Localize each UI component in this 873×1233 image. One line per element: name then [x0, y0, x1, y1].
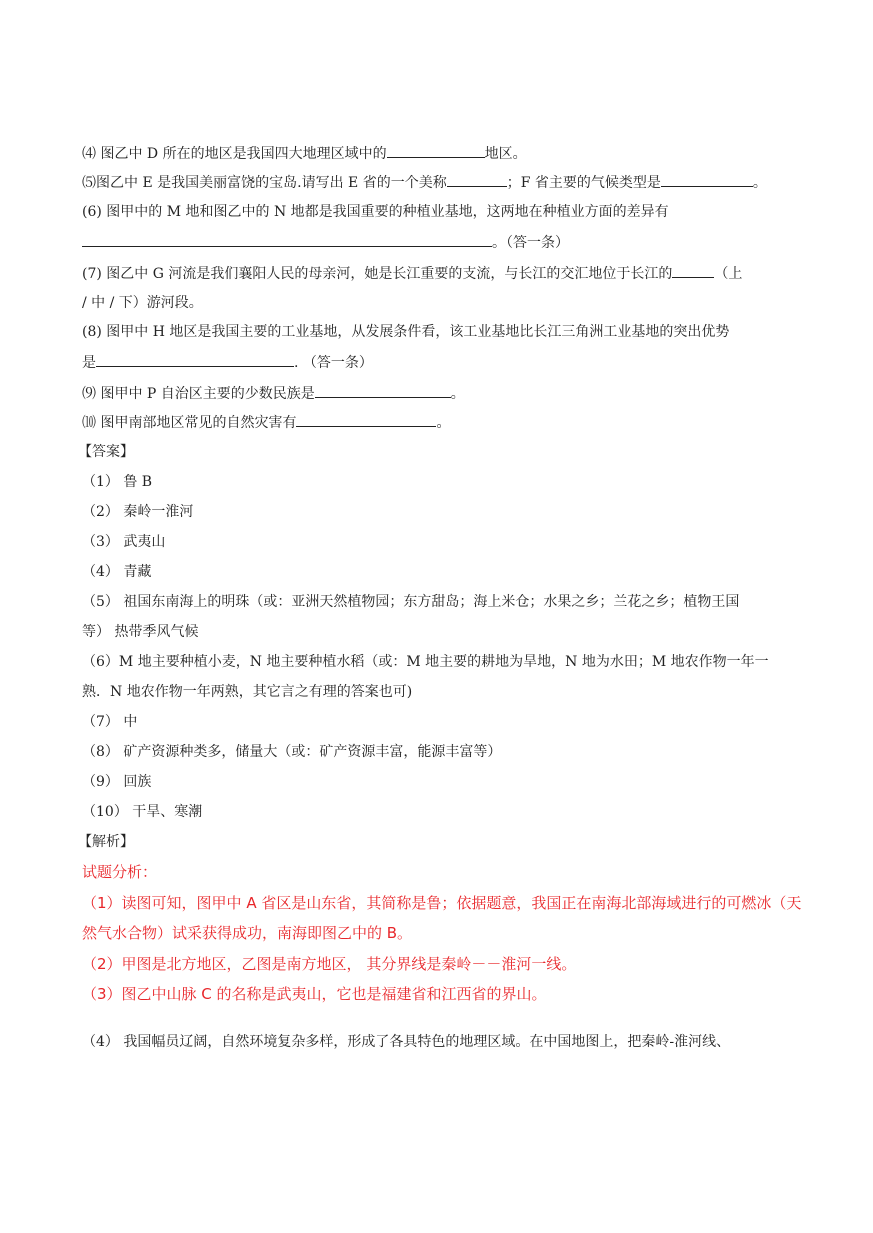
- answer-header: 【答案】: [78, 444, 134, 460]
- question-text: 是: [82, 355, 96, 371]
- question-text: 。: [436, 415, 451, 431]
- question-7-cont: [82, 293, 203, 313]
- answer-blank: [387, 143, 485, 158]
- answer-item: （4） 青藏: [82, 564, 152, 580]
- question-text: ⑸图乙中 E 是我国美丽富饶的宝岛.请写出 E 省的一个美称: [82, 175, 447, 191]
- answer-item: （2） 秦岭一淮河: [82, 504, 194, 520]
- answer-blank: [672, 263, 714, 278]
- analysis-title: 试题分析：: [82, 863, 158, 881]
- question-text: 。: [752, 175, 767, 191]
- question-text: . （答一条）: [294, 355, 373, 371]
- question-text: ⑼ 图甲中 P 自治区主要的少数民族是: [82, 386, 315, 402]
- answer-item: （9） 回族: [82, 774, 152, 790]
- answer-item: （10） 干旱、寒潮: [82, 804, 203, 820]
- question-8: [82, 322, 729, 342]
- question-text: ⑽ 图甲南部地区常见的自然灾害有: [82, 415, 297, 431]
- answer-item: （1） 鲁 B: [82, 474, 153, 490]
- answer-item: （6）M 地主要种植小麦，N 地主要种植水稻（或：M 地主要的耕地为旱地，N 地为水田；M 地农作物一年一: [82, 654, 769, 670]
- question-4: [82, 143, 527, 164]
- question-text: 。: [450, 386, 465, 402]
- question-text: 。（答一条）: [492, 235, 569, 251]
- question-text: ；F 省主要的气候类型是: [506, 175, 661, 191]
- analysis-line: 然气水合物）试采获得成功，南海即图乙中的 B。: [82, 924, 413, 942]
- question-text: (6) 图甲中的 M 地和图乙中的 N 地都是我国重要的种植业基地，这两地在种植业方面的差异有: [82, 204, 669, 220]
- question-10: [82, 412, 450, 433]
- analysis-line: （2）甲图是北方地区，乙图是南方地区， 其分界线是秦岭－－淮河一线。: [82, 955, 577, 973]
- answer-item: 熟．N 地农作物一年两熟，其它言之有理的答案也可): [82, 684, 413, 700]
- question-9: [82, 383, 465, 404]
- question-text: (8) 图甲中 H 地区是我国主要的工业基地，从发展条件看，该工业基地比长江三角洲工业基地的突出优势: [82, 324, 730, 340]
- answer-item: （7） 中: [82, 714, 138, 730]
- answer-item: （5） 祖国东南海上的明珠（或：亚洲天然植物园；东方甜岛；海上米仓；水果之乡；兰花之乡；植物王国: [82, 594, 740, 610]
- question-6: [82, 202, 669, 222]
- question-7: [82, 263, 742, 284]
- answer-blank: [315, 383, 451, 398]
- question-text: 地区。: [484, 146, 527, 162]
- answer-item: （8） 矿产资源种类多，储量大（或：矿产资源丰富，能源丰富等）: [82, 744, 502, 760]
- analysis-line: （1）读图可知，图甲中 A 省区是山东省，其简称是鲁；依据题意，我国正在南海北部海域进行的可燃冰（天: [82, 894, 802, 912]
- answer-blank: [82, 232, 492, 247]
- answer-blank: [661, 172, 753, 187]
- answer-blank: [296, 412, 436, 427]
- analysis-item-4: （4） 我国幅员辽阔，自然环境复杂多样，形成了各具特色的地理区域。在中国地图上，把秦岭-淮河线、: [82, 1034, 731, 1050]
- analysis-header: 【解析】: [78, 834, 134, 850]
- answer-item: （3） 武夷山: [82, 534, 166, 550]
- question-6-answer-line: [82, 232, 569, 253]
- question-text: ⑷ 图乙中 D 所在的地区是我国四大地理区域中的: [82, 146, 387, 162]
- answer-item: 等） 热带季风气候: [82, 624, 199, 640]
- question-text: / 中 / 下）游河段。: [82, 295, 203, 311]
- question-5: [82, 172, 767, 193]
- analysis-line: （3）图乙中山脉 C 的名称是武夷山，它也是福建省和江西省的界山。: [82, 985, 547, 1003]
- answer-blank: [96, 352, 294, 367]
- answer-blank: [447, 172, 507, 187]
- question-text: （上: [714, 266, 743, 282]
- question-8-cont: [82, 352, 373, 373]
- question-text: (7) 图乙中 G 河流是我们襄阳人民的母亲河，她是长江重要的支流，与长江的交汇地位于长江的: [82, 266, 673, 282]
